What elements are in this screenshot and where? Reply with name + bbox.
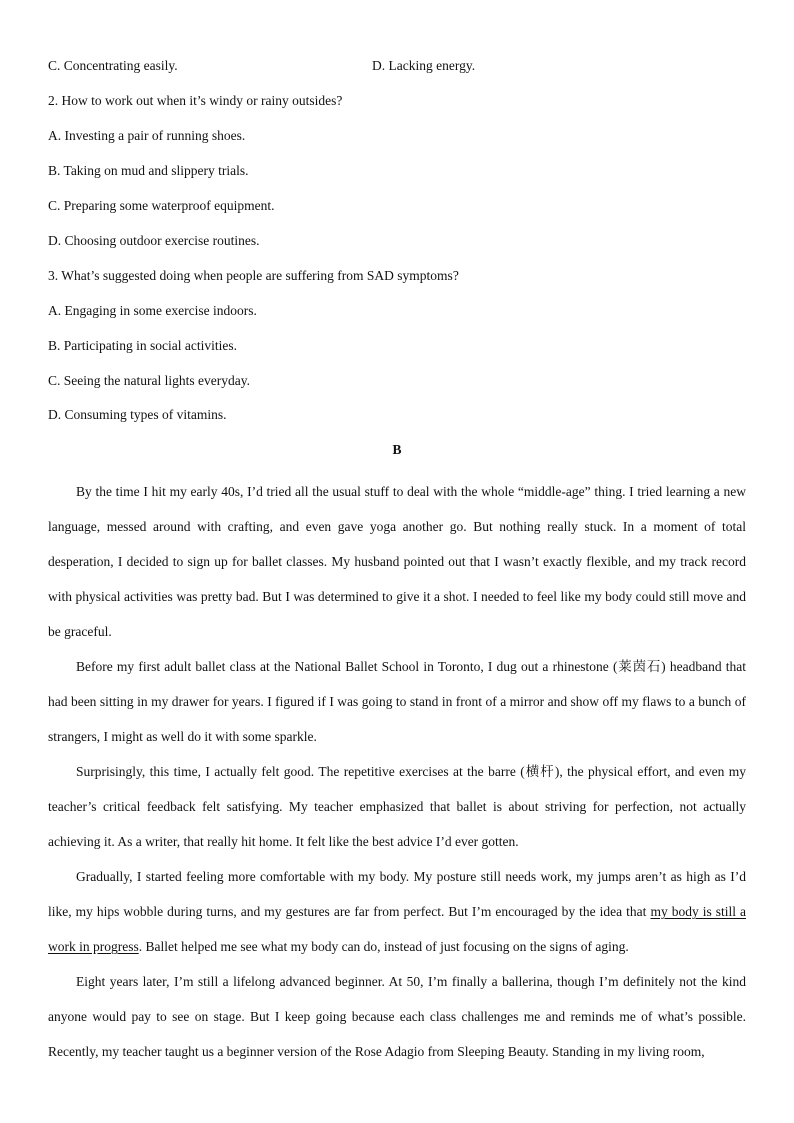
paragraph-1: By the time I hit my early 40s, I’d tried all the usual stuff to deal with the whole “middle-age” thing. I tried learning a new language, messed around with crafting, and even gave yoga another go. But nothing really stuck. In a moment of total desperation, I decided to sign up for ballet classes. My husband pointed out that I wasn’t exactly flexible, and my track record with physical activities was pretty bad. But I was determined to give it a shot. I needed to feel like my body could still move and be graceful. — [48, 484, 746, 639]
q3-option-a: A. Engaging in some exercise indoors. — [48, 303, 257, 318]
q2-option-b: B. Taking on mud and slippery trials. — [48, 163, 249, 178]
q1-option-d: D. Lacking energy. — [372, 58, 476, 73]
paragraph-5: Eight years later, I’m still a lifelong advanced beginner. At 50, I’m finally a ballerina, though I’m definitely not the kind anyone would pay to see on stage. But I keep going because each class challenges me and reminds me of what’s possible. Recently, my teacher taught us a beginner version of the Rose Adagio from Sleeping Beauty. Standing in my living room, — [48, 974, 746, 1059]
underlined-phrase: my body is still a work in progress — [48, 904, 746, 954]
paragraph-4-text-before: Gradually, I started feeling more comfortable with my body. My posture still needs work, my jumps aren’t as high as I’d like, my hips wobble during turns, and my gestures are far from perfect. But I’m encouraged by the idea that — [48, 869, 746, 919]
q3-option-c: C. Seeing the natural lights everyday. — [48, 373, 250, 388]
q1-option-c: C. Concentrating easily. — [48, 58, 178, 73]
paragraph-4 — [48, 859, 746, 964]
section-b-title: B — [392, 442, 402, 457]
paragraph-4-text-after: . Ballet helped me see what my body can do, instead of just focusing on the signs of aging. — [138, 939, 629, 954]
q2-option-d: D. Choosing outdoor exercise routines. — [48, 233, 260, 248]
q3-option-d: D. Consuming types of vitamins. — [48, 407, 227, 422]
paragraph-3: Surprisingly, this time, I actually felt good. The repetitive exercises at the barre (横杆), the physical effort, and even my teacher’s critical feedback felt satisfying. My teacher emphasized that ballet is about striving for perfection, not actually achieving it. As a writer, that really hit home. It felt like the best advice I’d ever gotten. — [48, 764, 746, 849]
section-b-passage — [48, 474, 746, 1069]
q1-options-row — [48, 57, 748, 75]
q3-option-b: B. Participating in social activities. — [48, 338, 237, 353]
q3-stem: 3. What’s suggested doing when people are suffering from SAD symptoms? — [48, 268, 459, 283]
q2-stem: 2. How to work out when it’s windy or rainy outsides? — [48, 93, 343, 108]
paragraph-2: Before my first adult ballet class at the National Ballet School in Toronto, I dug out a rhinestone (莱茵石) headband that had been sitting in my drawer for years. I figured if I was going to stand in front of a mirror and show off my flaws to a bunch of strangers, I might as well do it with some sparkle. — [48, 659, 746, 744]
q2-option-a: A. Investing a pair of running shoes. — [48, 128, 246, 143]
q2-option-c: C. Preparing some waterproof equipment. — [48, 198, 275, 213]
